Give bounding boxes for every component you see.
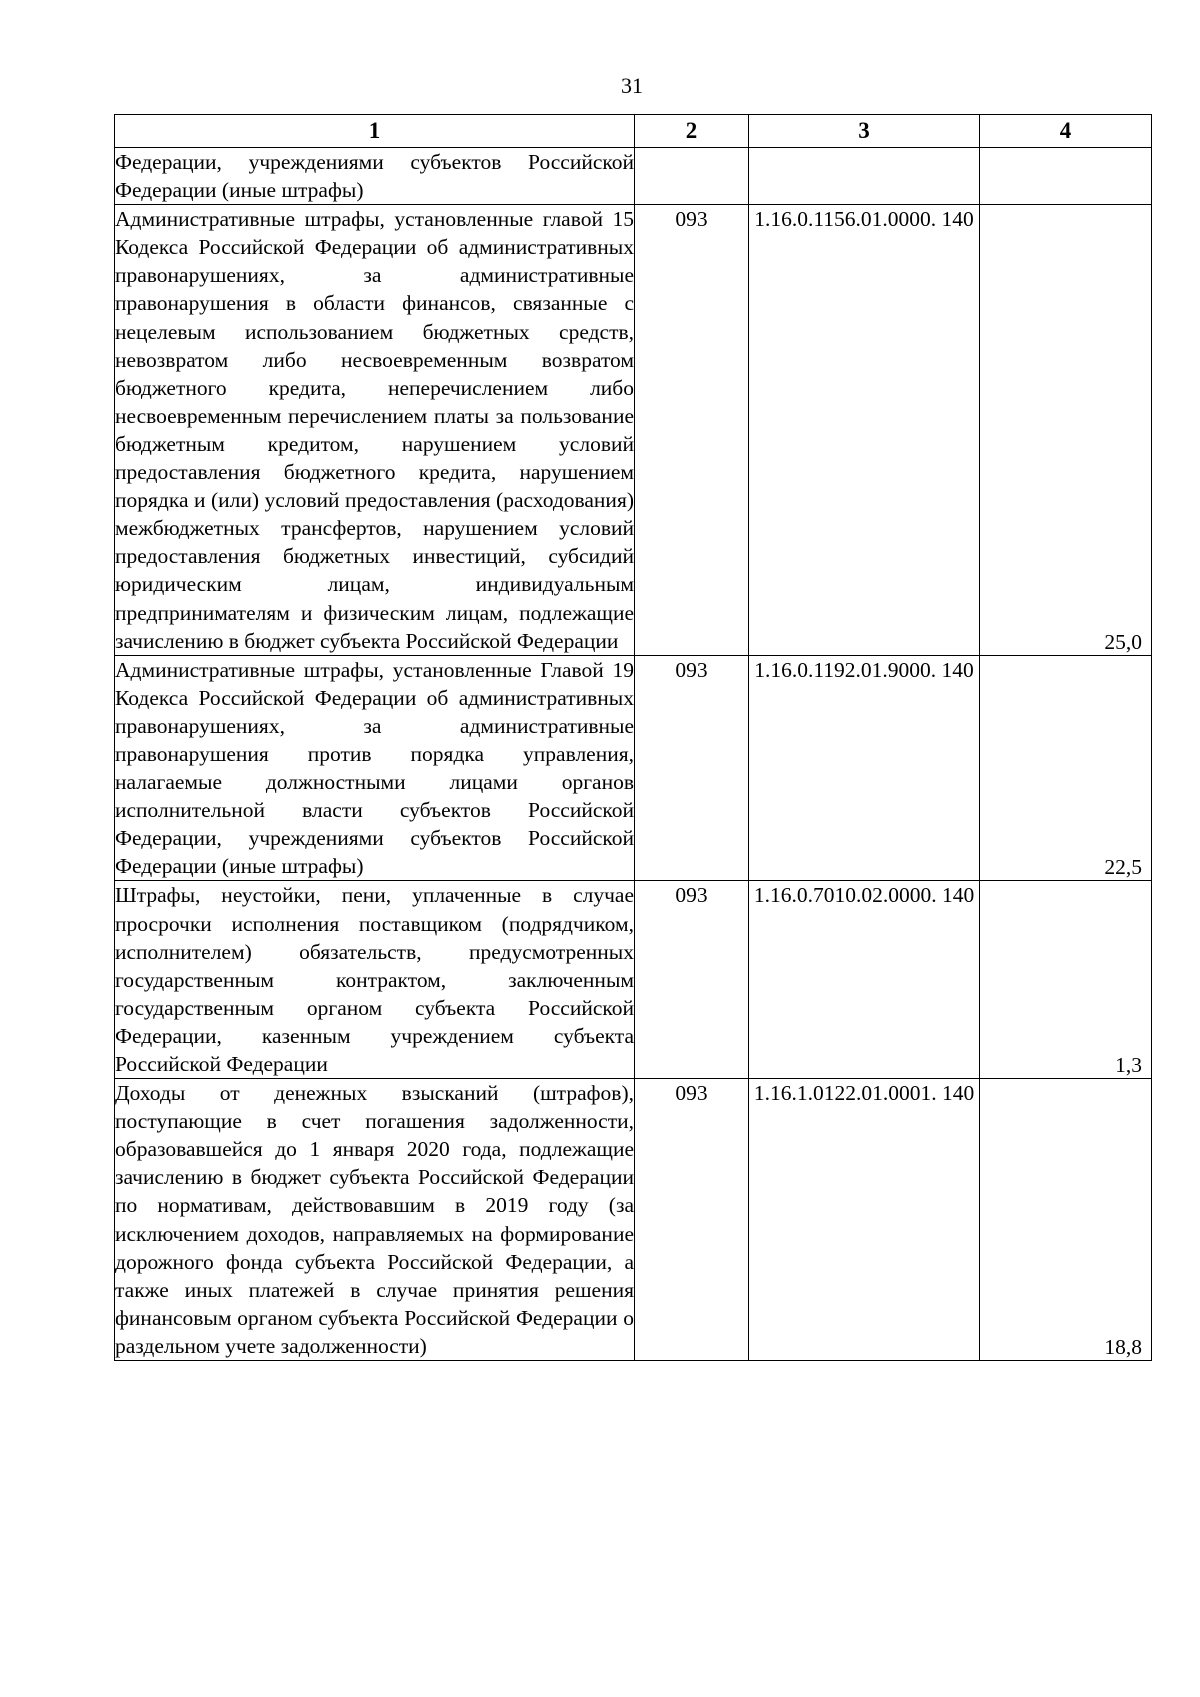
kbk-code-cell: 1.16.0.1156.01.0000. 140 <box>749 205 980 656</box>
table-row <box>115 205 1152 656</box>
amount-value: 25,0 <box>1104 629 1142 654</box>
page-number: 31 <box>621 73 643 98</box>
column-header-1: 1 <box>115 115 635 148</box>
column-header-4: 4 <box>980 115 1152 148</box>
amount-cell <box>980 881 1152 1079</box>
description-cell: Административные штрафы, установленные главой 15 Кодекса Российской Федерации об административных правонарушениях, за административные правонарушения в области финансов, связанные с нецелевым использованием бюджетных средств, невозвратом либо несвоевременным возвратом бюджетного кредита, неперечислением либо несвоевременным перечислением платы за пользование бюджетным кредитом, нарушением условий предоставления бюджетного кредита, нарушением порядка и (или) условий предоставления (расходования) межбюджетных трансфертов, нарушением условий предоставления бюджетных инвестиций, субсидий юридическим лицам, индивидуальным предпринимателям и физическим лицам, подлежащие зачислению в бюджет субъекта Российской Федерации <box>115 205 635 656</box>
table-row <box>115 148 1152 205</box>
kbk-code-cell: 1.16.0.7010.02.0000. 140 <box>749 881 980 1079</box>
amount-cell <box>980 148 1152 205</box>
admin-code-cell: 093 <box>635 1079 749 1361</box>
description-cell: Административные штрафы, установленные Главой 19 Кодекса Российской Федерации об административных правонарушениях, за административные правонарушения против порядка управления, налагаемые должностными лицами органов исполнительной власти субъектов Российской Федерации, учреждениями субъектов Российской Федерации (иные штрафы) <box>115 655 635 881</box>
table-row <box>115 1079 1152 1361</box>
amount-value: 1,3 <box>1115 1053 1142 1078</box>
amount-cell <box>980 655 1152 881</box>
kbk-code-cell: 1.16.1.0122.01.0001. 140 <box>749 1079 980 1361</box>
admin-code-cell: 093 <box>635 655 749 881</box>
column-header-2: 2 <box>635 115 749 148</box>
revenue-table <box>114 114 1152 1361</box>
amount-value: 22,5 <box>1104 855 1142 880</box>
description-cell: Федерации, учреждениями субъектов Российской Федерации (иные штрафы) <box>115 148 635 205</box>
kbk-code-cell: 1.16.0.1192.01.9000. 140 <box>749 655 980 881</box>
amount-cell <box>980 1079 1152 1361</box>
description-cell: Доходы от денежных взысканий (штрафов), поступающие в счет погашения задолженности, образовавшейся до 1 января 2020 года, подлежащие зачислению в бюджет субъекта Российской Федерации по нормативам, действовавшим в 2019 году (за исключением доходов, направляемых на формирование дорожного фонда субъекта Российской Федерации, а также иных платежей в случае принятия решения финансовым органом субъекта Российской Федерации о раздельном учете задолженности) <box>115 1079 635 1361</box>
table-row <box>115 881 1152 1079</box>
admin-code-cell <box>635 148 749 205</box>
amount-value: 18,8 <box>1104 1335 1142 1360</box>
table-row <box>115 655 1152 881</box>
column-header-3: 3 <box>749 115 980 148</box>
header-row <box>115 115 1152 148</box>
kbk-code-cell <box>749 148 980 205</box>
amount-cell <box>980 205 1152 656</box>
admin-code-cell: 093 <box>635 881 749 1079</box>
admin-code-cell: 093 <box>635 205 749 656</box>
description-cell: Штрафы, неустойки, пени, уплаченные в случае просрочки исполнения поставщиком (подрядчиком, исполнителем) обязательств, предусмотренных государственным контрактом, заключенным государственным органом субъекта Российской Федерации, казенным учреждением субъекта Российской Федерации <box>115 881 635 1079</box>
